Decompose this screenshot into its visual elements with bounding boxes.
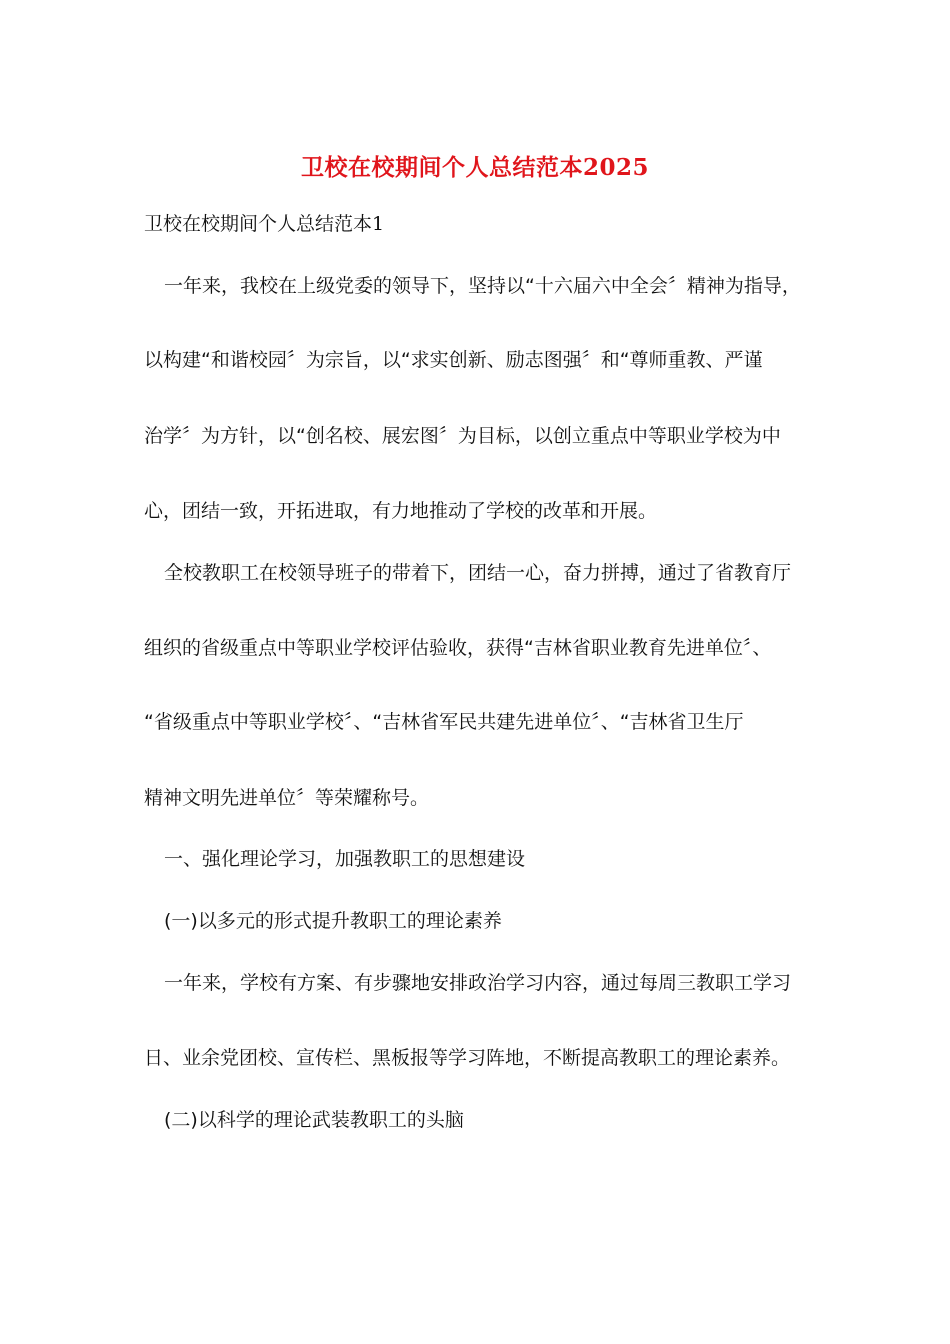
document-subtitle: 卫校在校期间个人总结范本1 [144,213,385,235]
section-heading: 一、强化理论学习，加强教职工的思想建设 [164,848,526,870]
paragraph-line: 日、业余党团校、宣传栏、黑板报等学习阵地，不断提高教职工的理论素养。 [144,1047,791,1069]
subsection-heading: (一)以多元的形式提升教职工的理论素养 [164,910,502,932]
subsection-heading: (二)以科学的理论武装教职工的头脑 [164,1109,464,1131]
paragraph-line: 组织的省级重点中等职业学校评估验收，获得“吉林省职业教育先进单位〞、 [144,637,772,659]
paragraph-line: 心，团结一致，开拓进取，有力地推动了学校的改革和开展。 [144,500,658,522]
paragraph-line: 以构建“和谐校园〞为宗旨，以“求实创新、励志图强〞和“尊师重教、严谨 [144,349,763,371]
paragraph-line: 全校教职工在校领导班子的带着下，团结一心，奋力拼搏，通过了省教育厅 [164,562,792,584]
paragraph-line: “省级重点中等职业学校〞、“吉林省军民共建先进单位〞、“吉林省卫生厅 [144,711,744,733]
paragraph-line: 一年来，我校在上级党委的领导下，坚持以“十六届六中全会〞精神为指导， [164,275,801,297]
paragraph-line: 一年来，学校有方案、有步骤地安排政治学习内容，通过每周三教职工学习 [164,972,792,994]
paragraph-line: 治学〞为方针，以“创名校、展宏图〞为目标，以创立重点中等职业学校为中 [144,425,781,447]
paragraph-line: 精神文明先进单位〞等荣耀称号。 [144,787,430,809]
document-title: 卫校在校期间个人总结范本2025 [300,154,649,181]
